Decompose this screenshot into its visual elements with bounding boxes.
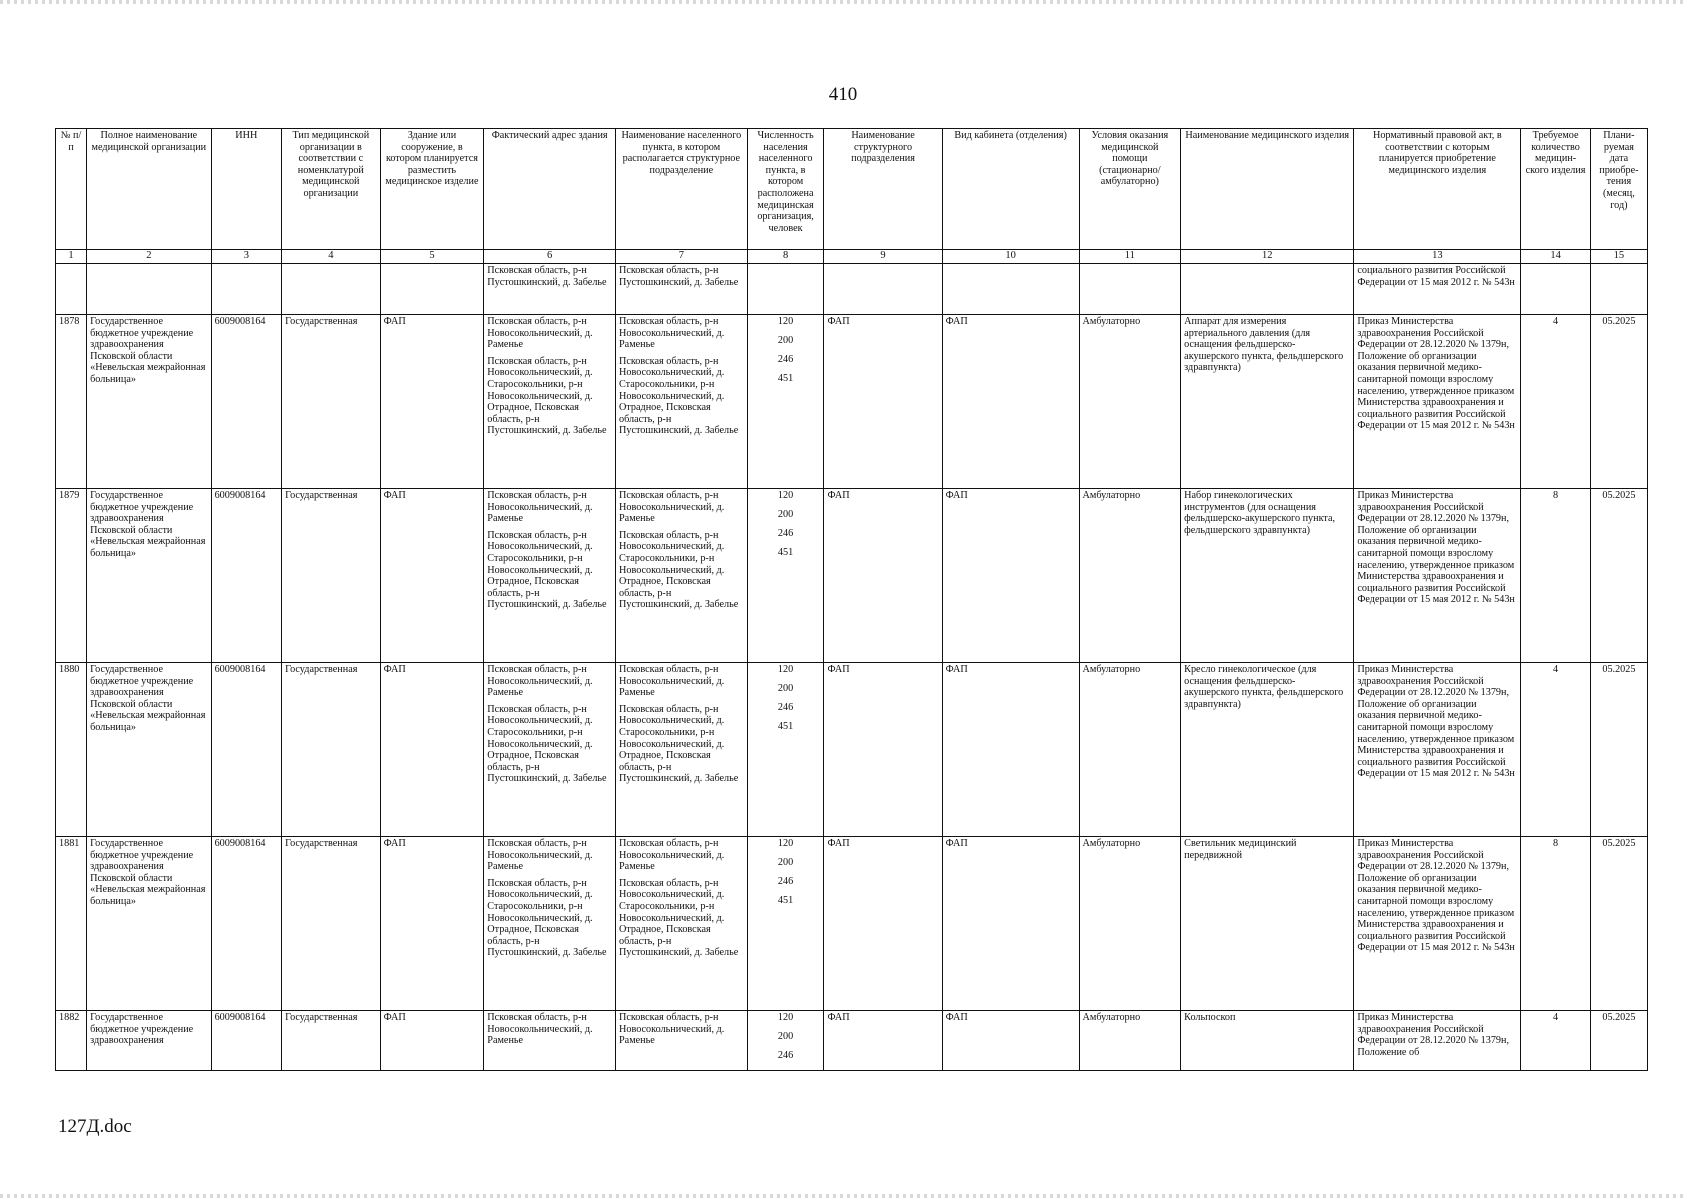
cabinet-cell: ФАП: [942, 489, 1079, 663]
column-number: 3: [211, 250, 282, 264]
conditions-cell: Амбулаторно: [1079, 663, 1181, 837]
population-value: 120: [777, 838, 794, 849]
page-number: 410: [828, 84, 858, 105]
scan-edge-bottom: [0, 1194, 1686, 1198]
cabinet-cell: ФАП: [942, 663, 1079, 837]
locality-cell: [616, 315, 748, 489]
address-cell: [484, 663, 616, 837]
column-number-row: [56, 250, 1648, 264]
locality-cell: [616, 837, 748, 1011]
column-number: 15: [1590, 250, 1647, 264]
address-line: Псковская область, р-н Новосокольнический, д. Раменье: [487, 490, 593, 525]
population-cell: [747, 315, 824, 489]
inn-cell: 6009008164: [211, 489, 282, 663]
locality-line: Псковская область, р-н Новосокольнический, д. Раменье: [619, 838, 725, 873]
locality-line: Псковская область, р-н Новосокольнический, д. Старосокольники, р-н Новосокольнический, д. Отрадное, Псковская область, р-н Пустошкинский, д. Забелье: [619, 355, 739, 437]
population-value: 200: [777, 857, 794, 868]
inn-cell: 6009008164: [211, 837, 282, 1011]
type-cell: Государственная: [282, 663, 381, 837]
locality-line: Псковская область, р-н Новосокольнический, д. Старосокольники, р-н Новосокольнический, д. Отрадное, Псковская область, р-н Пустошкинский, д. Забелье: [619, 877, 739, 959]
building-cell: ФАП: [380, 1011, 484, 1071]
act-cell: Приказ Министерства здравоохранения Российской Федерации от 28.12.2020 № 1379н, Положение об: [1354, 1011, 1521, 1071]
header-cell: Плани-руемая дата приобре-тения (месяц, год): [1590, 129, 1647, 250]
device-cell: Кольпоскоп: [1181, 1011, 1354, 1071]
column-number: 4: [282, 250, 381, 264]
quantity-cell: 4: [1521, 1011, 1590, 1071]
conditions-cell: Амбулаторно: [1079, 837, 1181, 1011]
conditions-cell: Амбулаторно: [1079, 1011, 1181, 1071]
row-number: 1878: [56, 315, 87, 489]
address-line: Псковская область, р-н Новосокольнический, д. Раменье: [487, 664, 593, 699]
table-row: [56, 315, 1648, 489]
type-cell: Государственная: [282, 315, 381, 489]
header-cell: Условия оказания медицинской помощи (стационарно/ амбулаторно): [1079, 129, 1181, 250]
header-cell: Полное наименование медицинской организации: [87, 129, 211, 250]
header-cell: № п/п: [56, 129, 87, 250]
population-value: 246: [777, 876, 794, 887]
scan-edge-top: [0, 0, 1686, 4]
locality-line: Псковская область, р-н Новосокольнический, д. Старосокольники, р-н Новосокольнический, д. Отрадное, Псковская область, р-н Пустошкинский, д. Забелье: [619, 529, 739, 611]
population-cell: [747, 663, 824, 837]
row-number: 1879: [56, 489, 87, 663]
column-number: 10: [942, 250, 1079, 264]
act-cell: социального развития Российской Федерации от 15 мая 2012 г. № 543н: [1354, 264, 1521, 315]
continuation-row: [56, 264, 1648, 315]
header-cell: ИНН: [211, 129, 282, 250]
column-number: 2: [87, 250, 211, 264]
header-cell: Наименование структурного подразделения: [824, 129, 942, 250]
org-cell: Государственное бюджетное учреждение здравоохранения Псковской области «Невельская межрайонная больница»: [87, 663, 211, 837]
column-number: 14: [1521, 250, 1590, 264]
population-value: 200: [777, 683, 794, 694]
org-cell: Государственное бюджетное учреждение здравоохранения Псковской области «Невельская межрайонная больница»: [87, 315, 211, 489]
column-number: 8: [747, 250, 824, 264]
column-number: 9: [824, 250, 942, 264]
population-cell: [747, 1011, 824, 1071]
inn-cell: 6009008164: [211, 1011, 282, 1071]
building-cell: ФАП: [380, 837, 484, 1011]
building-cell: ФАП: [380, 663, 484, 837]
date-cell: 05.2025: [1590, 1011, 1647, 1071]
population-value: 451: [777, 547, 794, 558]
quantity-cell: 8: [1521, 837, 1590, 1011]
type-cell: Государственная: [282, 837, 381, 1011]
locality-line: Псковская область, р-н Новосокольнический, д. Раменье: [619, 316, 725, 351]
address-cell: [484, 489, 616, 663]
population-value: 200: [777, 335, 794, 346]
act-cell: Приказ Министерства здравоохранения Российской Федерации от 28.12.2020 № 1379н, Положение об организации оказания первичной медико-санитарной помощи взрослому населению, утвержденное приказом Министерства здравоохранения и социального развития Российской Федерации от 15 мая 2012 г. № 543н: [1354, 837, 1521, 1011]
population-value: 200: [777, 1031, 794, 1042]
population-value: 120: [777, 1012, 794, 1023]
population-value: 451: [777, 721, 794, 732]
conditions-cell: Амбулаторно: [1079, 489, 1181, 663]
building-cell: ФАП: [380, 489, 484, 663]
column-number: 13: [1354, 250, 1521, 264]
column-number: 11: [1079, 250, 1181, 264]
act-cell: Приказ Министерства здравоохранения Российской Федерации от 28.12.2020 № 1379н, Положение об организации оказания первичной медико-санитарной помощи взрослому населению, утвержденное приказом Министерства здравоохранения и социального развития Российской Федерации от 15 мая 2012 г. № 543н: [1354, 489, 1521, 663]
date-cell: 05.2025: [1590, 489, 1647, 663]
row-number: 1882: [56, 1011, 87, 1071]
address-line: Псковская область, р-н Новосокольнический, д. Старосокольники, р-н Новосокольнический, д. Отрадное, Псковская область, р-н Пустошкинский, д. Забелье: [487, 355, 607, 437]
locality-cell: Псковская область, р-н Новосокольнический, д. Раменье: [616, 1011, 748, 1071]
cabinet-cell: ФАП: [942, 1011, 1079, 1071]
address-cell: Псковская область, р-н Пустошкинский, д. Забелье: [484, 264, 616, 315]
cabinet-cell: ФАП: [942, 837, 1079, 1011]
population-value: 246: [777, 354, 794, 365]
cabinet-cell: ФАП: [942, 315, 1079, 489]
address-line: Псковская область, р-н Новосокольнический, д. Раменье: [487, 316, 593, 351]
header-cell: Наименование медицинского изделия: [1181, 129, 1354, 250]
inn-cell: 6009008164: [211, 663, 282, 837]
date-cell: 05.2025: [1590, 315, 1647, 489]
quantity-cell: 4: [1521, 663, 1590, 837]
population-value: 120: [777, 316, 794, 327]
org-cell: Государственное бюджетное учреждение здравоохранения: [87, 1011, 211, 1071]
building-cell: ФАП: [380, 315, 484, 489]
type-cell: Государственная: [282, 1011, 381, 1071]
subdivision-cell: ФАП: [824, 489, 942, 663]
table-row: [56, 489, 1648, 663]
header-cell: Вид кабинета (отделения): [942, 129, 1079, 250]
address-line: Псковская область, р-н Новосокольнический, д. Раменье: [487, 838, 593, 873]
population-value: 451: [777, 373, 794, 384]
header-cell: Тип медицинской организации в соответствии с номенклатурой медицинской организации: [282, 129, 381, 250]
row-number: 1881: [56, 837, 87, 1011]
table-row: [56, 1011, 1648, 1071]
column-number: 7: [616, 250, 748, 264]
act-cell: Приказ Министерства здравоохранения Российской Федерации от 28.12.2020 № 1379н, Положение об организации оказания первичной медико-санитарной помощи взрослому населению, утвержденное приказом Министерства здравоохранения и социального развития Российской Федерации от 15 мая 2012 г. № 543н: [1354, 663, 1521, 837]
table-row: [56, 837, 1648, 1011]
device-cell: Кресло гинекологическое (для оснащения фельдшерско-акушерского пункта, фельдшерского здравпункта): [1181, 663, 1354, 837]
population-value: 120: [777, 490, 794, 501]
act-cell: Приказ Министерства здравоохранения Российской Федерации от 28.12.2020 № 1379н, Положение об организации оказания первичной медико-санитарной помощи взрослому населению, утвержденное приказом Министерства здравоохранения и социального развития Российской Федерации от 15 мая 2012 г. № 543н: [1354, 315, 1521, 489]
conditions-cell: Амбулаторно: [1079, 315, 1181, 489]
header-cell: Требуемое количество медицин-ского изделия: [1521, 129, 1590, 250]
address-cell: [484, 837, 616, 1011]
locality-line: Псковская область, р-н Новосокольнический, д. Старосокольники, р-н Новосокольнический, д. Отрадное, Псковская область, р-н Пустошкинский, д. Забелье: [619, 703, 739, 785]
date-cell: 05.2025: [1590, 837, 1647, 1011]
column-number: 5: [380, 250, 484, 264]
header-cell: Здание или сооружение, в котором планируется разместить медицинское изделие: [380, 129, 484, 250]
header-cell: Численность населения населенного пункта, в котором расположена медицинская организация, человек: [747, 129, 824, 250]
subdivision-cell: ФАП: [824, 837, 942, 1011]
org-cell: Государственное бюджетное учреждение здравоохранения Псковской области «Невельская межрайонная больница»: [87, 837, 211, 1011]
address-cell: Псковская область, р-н Новосокольнический, д. Раменье: [484, 1011, 616, 1071]
population-value: 200: [777, 509, 794, 520]
header-row: [56, 129, 1648, 250]
address-cell: [484, 315, 616, 489]
address-line: Псковская область, р-н Новосокольнический, д. Старосокольники, р-н Новосокольнический, д. Отрадное, Псковская область, р-н Пустошкинский, д. Забелье: [487, 529, 607, 611]
device-cell: Аппарат для измерения артериального давления (для оснащения фельдшерско-акушерского пункта, фельдшерского здравпункта): [1181, 315, 1354, 489]
org-cell: Государственное бюджетное учреждение здравоохранения Псковской области «Невельская межрайонная больница»: [87, 489, 211, 663]
footer-filename: 127Д.doc: [58, 1116, 132, 1137]
population-value: 246: [777, 528, 794, 539]
subdivision-cell: ФАП: [824, 315, 942, 489]
population-value: 451: [777, 895, 794, 906]
header-cell: Наименование населенного пункта, в котором располагается структурное подразделение: [616, 129, 748, 250]
type-cell: Государственная: [282, 489, 381, 663]
table-row: [56, 663, 1648, 837]
equipment-table: [55, 128, 1648, 1071]
locality-cell: Псковская область, р-н Пустошкинский, д. Забелье: [616, 264, 748, 315]
header-cell: Фактический адрес здания: [484, 129, 616, 250]
address-line: Псковская область, р-н Новосокольнический, д. Старосокольники, р-н Новосокольнический, д. Отрадное, Псковская область, р-н Пустошкинский, д. Забелье: [487, 703, 607, 785]
column-number: 12: [1181, 250, 1354, 264]
device-cell: Светильник медицинский передвижной: [1181, 837, 1354, 1011]
population-value: 246: [777, 1050, 794, 1061]
population-value: 246: [777, 702, 794, 713]
subdivision-cell: ФАП: [824, 1011, 942, 1071]
locality-cell: [616, 489, 748, 663]
quantity-cell: 4: [1521, 315, 1590, 489]
subdivision-cell: ФАП: [824, 663, 942, 837]
population-cell: [747, 489, 824, 663]
column-number: 1: [56, 250, 87, 264]
population-value: 120: [777, 664, 794, 675]
device-cell: Набор гинекологических инструментов (для оснащения фельдшерско-акушерского пункта, фельдшерского здравпункта): [1181, 489, 1354, 663]
locality-line: Псковская область, р-н Новосокольнический, д. Раменье: [619, 490, 725, 525]
locality-line: Псковская область, р-н Новосокольнический, д. Раменье: [619, 664, 725, 699]
row-number: 1880: [56, 663, 87, 837]
header-cell: Нормативный правовой акт, в соответствии с которым планируется приобретение медицинского изделия: [1354, 129, 1521, 250]
locality-cell: [616, 663, 748, 837]
date-cell: 05.2025: [1590, 663, 1647, 837]
quantity-cell: 8: [1521, 489, 1590, 663]
column-number: 6: [484, 250, 616, 264]
population-cell: [747, 837, 824, 1011]
inn-cell: 6009008164: [211, 315, 282, 489]
address-line: Псковская область, р-н Новосокольнический, д. Старосокольники, р-н Новосокольнический, д. Отрадное, Псковская область, р-н Пустошкинский, д. Забелье: [487, 877, 607, 959]
